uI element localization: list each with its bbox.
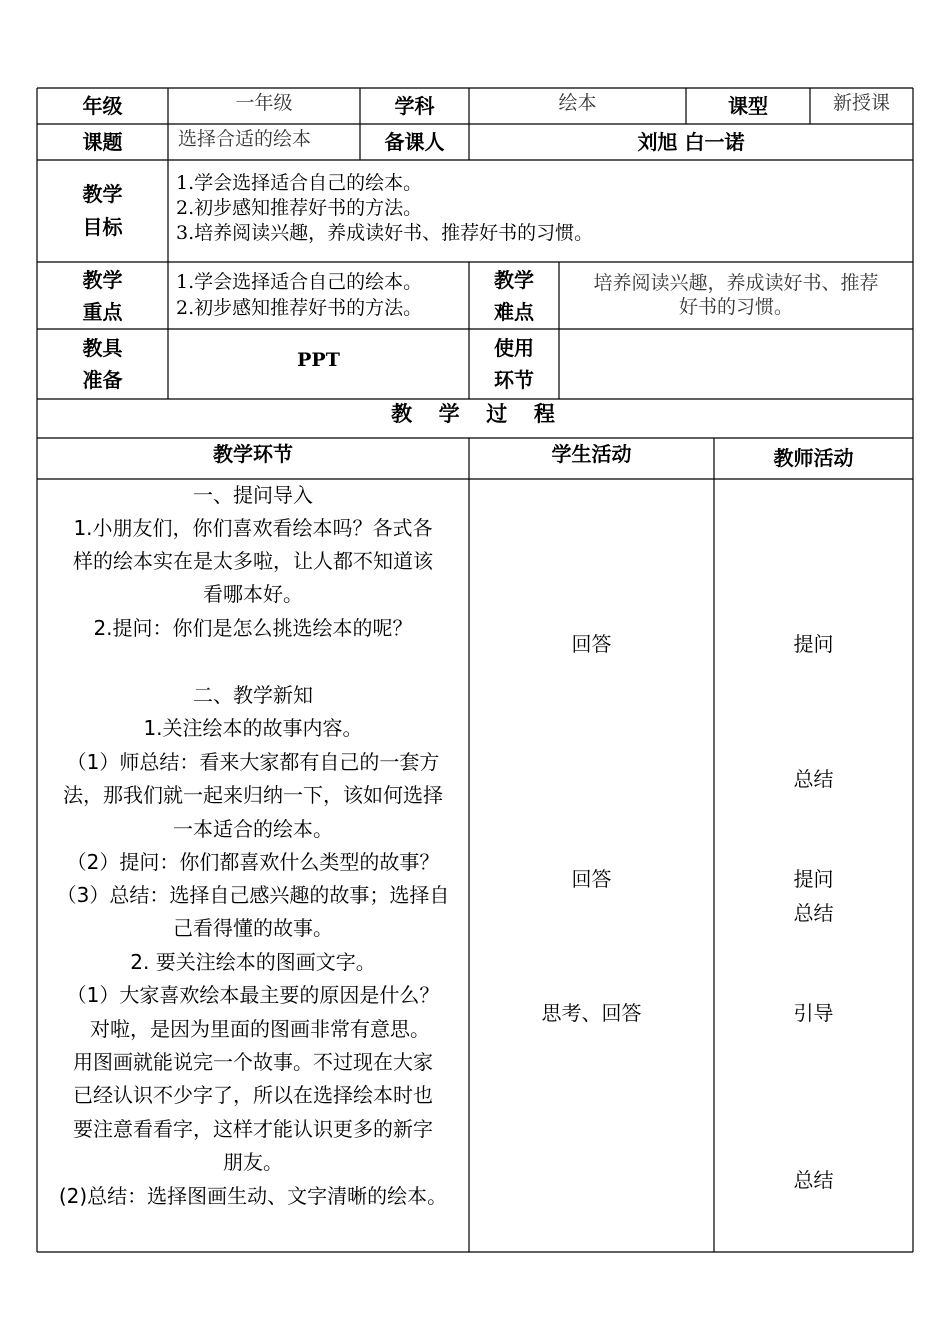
objectives-label-line-1: 教学 xyxy=(82,182,123,206)
lesson-type-value: 新授课 xyxy=(832,92,890,115)
process-line: 2. 要关注绘本的图画文字。 xyxy=(130,950,376,974)
process-line: 要注意看看字，这样才能认识更多的新字 xyxy=(73,1117,433,1141)
objective-item: 3.培养阅读兴趣，养成读好书、推荐好书的习惯。 xyxy=(176,222,594,245)
process-line: 朋友。 xyxy=(223,1150,283,1174)
process-line: (2)总结：选择图画生动、文字清晰的绘本。 xyxy=(58,1184,448,1208)
process-line: 已经认识不少字了，所以在选择绘本时也 xyxy=(73,1083,433,1107)
difficulty-label xyxy=(469,262,559,329)
process-line: （3）总结：选择自己感兴趣的故事；选择自 xyxy=(56,883,450,907)
key-points-label-line-2: 重点 xyxy=(82,299,123,324)
subject-label: 学科 xyxy=(394,93,435,118)
student-activity: 回答 xyxy=(571,867,612,891)
difficulty-label-line-2: 难点 xyxy=(494,299,534,324)
student-activities xyxy=(469,479,714,1249)
key-points-label-line-1: 教学 xyxy=(82,267,123,292)
preparer-value: 刘旭 白一诺 xyxy=(637,129,745,154)
difficulty-line: 好书的习惯。 xyxy=(678,295,793,318)
teacher-activity: 提问 xyxy=(793,632,834,656)
topic-value: 选择合适的绘本 xyxy=(178,128,312,151)
process-line: 2.提问：你们是怎么挑选绘本的呢？ xyxy=(93,616,413,640)
process-line: 一本适合的绘本。 xyxy=(173,817,333,841)
process-title: 教 学 过 程 xyxy=(391,400,559,426)
teacher-activities xyxy=(714,479,913,1249)
column-header-teacher: 教师活动 xyxy=(773,445,854,470)
grade-value: 一年级 xyxy=(235,92,293,115)
process-line: 法，那我们就一起来归纳一下，该如何选择 xyxy=(63,783,443,807)
usage-value xyxy=(559,329,913,399)
objectives-list xyxy=(176,171,906,251)
usage-label-line-1: 使用 xyxy=(494,336,534,360)
tools-label-line-1: 教具 xyxy=(82,336,123,360)
key-point-item: 2.初步感知推荐好书的方法。 xyxy=(176,296,423,319)
key-points-list xyxy=(176,268,466,323)
tools-value: PPT xyxy=(297,349,340,372)
difficulty-label-line-1: 教学 xyxy=(494,267,534,292)
column-header-phase: 教学环节 xyxy=(213,441,293,466)
teacher-activity: 总结 xyxy=(793,1168,834,1192)
process-line: 样的绘本实在是太多啦，让人都不知道该 xyxy=(73,549,433,573)
process-line: （1）师总结：看来大家都有自己的一套方 xyxy=(66,750,440,774)
student-activity: 思考、回答 xyxy=(541,1001,642,1025)
objective-item: 2.初步感知推荐好书的方法。 xyxy=(176,197,423,220)
student-activity: 回答 xyxy=(571,632,612,656)
process-line: （2）提问：你们都喜欢什么类型的故事？ xyxy=(66,850,440,874)
process-line: 己看得懂的故事。 xyxy=(173,916,333,940)
process-line: 用图画就能说完一个故事。不过现在大家 xyxy=(73,1050,433,1074)
usage-label xyxy=(469,329,559,399)
teacher-activity: 总结 xyxy=(793,901,834,925)
topic-label: 课题 xyxy=(82,129,123,154)
objectives-label-line-2: 目标 xyxy=(82,215,123,239)
subject-value: 绘本 xyxy=(558,92,597,115)
process-line: 看哪本好。 xyxy=(203,582,303,606)
preparer-label: 备课人 xyxy=(384,129,445,154)
objectives-label xyxy=(37,160,168,262)
section-heading: 一、提问导入 xyxy=(193,483,313,507)
key-point-item: 1.学会选择适合自己的绘本。 xyxy=(176,271,423,294)
process-line: 1.小朋友们，你们喜欢看绘本吗？各式各 xyxy=(73,516,433,540)
difficulty-value xyxy=(559,268,913,323)
key-points-label xyxy=(37,262,168,329)
process-line: （1）大家喜欢绘本最主要的原因是什么？ xyxy=(66,983,440,1007)
process-content xyxy=(40,479,466,1249)
difficulty-line: 培养阅读兴趣，养成读好书、推荐 xyxy=(593,271,879,294)
grade-label: 年级 xyxy=(82,93,123,118)
tools-label xyxy=(37,329,168,399)
section-heading: 二、教学新知 xyxy=(193,683,313,707)
teacher-activity: 提问 xyxy=(793,867,834,891)
lesson-type-label: 课型 xyxy=(728,93,768,118)
process-line: 1.关注绘本的故事内容。 xyxy=(143,716,363,740)
tools-label-line-2: 准备 xyxy=(82,368,123,392)
usage-label-line-2: 环节 xyxy=(494,368,534,392)
objective-item: 1.学会选择适合自己的绘本。 xyxy=(176,172,423,194)
teacher-activity: 总结 xyxy=(793,767,834,791)
teacher-activity: 引导 xyxy=(793,1001,834,1025)
column-header-student: 学生活动 xyxy=(551,441,632,466)
process-line: 对啦，是因为里面的图画非常有意思。 xyxy=(90,1017,430,1041)
